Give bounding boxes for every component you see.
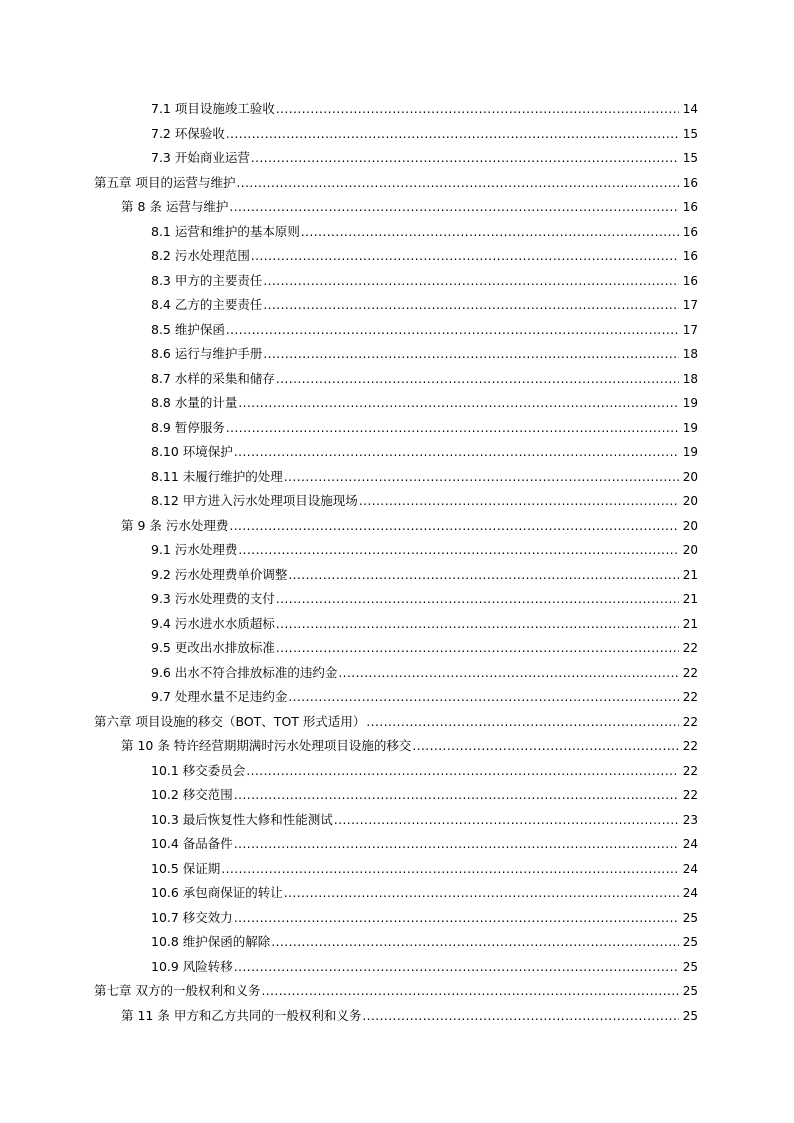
toc-page-number: 22 [682, 641, 698, 656]
toc-section-entry[interactable] [0, 122, 794, 147]
toc-page-number: 21 [682, 567, 698, 582]
toc-entry-title: 10.1 移交委员会 [151, 762, 246, 778]
toc-page-number: 21 [682, 616, 698, 631]
toc-section-entry[interactable] [0, 832, 794, 857]
toc-entry-title: 8.10 环境保护 [151, 444, 233, 459]
toc-dot-leader [284, 887, 679, 899]
toc-dot-leader [359, 495, 679, 507]
toc-entry-title: 8.9 暂停服务 [151, 419, 225, 435]
toc-section-entry[interactable] [0, 587, 794, 612]
toc-dot-leader [234, 838, 679, 850]
toc-dot-leader [301, 226, 679, 238]
toc-entry-title: 9.3 污水处理费的支付 [151, 591, 275, 606]
toc-page-number: 23 [682, 812, 698, 827]
toc-page-number: 20 [682, 518, 698, 533]
toc-page-number: 25 [682, 910, 698, 925]
toc-entry-title: 9.2 污水处理费单价调整 [151, 566, 288, 582]
toc-dot-leader [226, 128, 679, 140]
toc-entry-title: 9.4 污水进水水质超标 [151, 615, 275, 631]
toc-section-entry[interactable] [0, 612, 794, 637]
toc-entry-title: 8.8 水量的计量 [151, 395, 238, 410]
toc-entry-title: 10.9 风险转移 [151, 958, 233, 974]
toc-dot-leader [284, 471, 679, 483]
toc-page-number: 14 [682, 102, 698, 117]
toc-entry-title: 10.4 备品备件 [151, 836, 233, 851]
toc-entry-title: 9.5 更改出水排放标准 [151, 640, 275, 655]
toc-dot-leader [229, 201, 679, 213]
toc-dot-leader [271, 936, 679, 948]
toc-entry-title: 第 10 条 特许经营期期满时污水处理项目设施的移交 [121, 738, 412, 753]
toc-page-number: 19 [682, 420, 698, 435]
toc-page-number: 16 [682, 175, 698, 190]
toc-dot-leader [251, 152, 679, 164]
toc-section-entry[interactable] [0, 685, 794, 710]
toc-dot-leader [334, 814, 679, 826]
toc-section-entry[interactable] [0, 808, 794, 833]
toc-article-entry[interactable] [0, 514, 794, 539]
toc-entry-title: 10.5 保证期 [151, 860, 221, 876]
toc-dot-leader [234, 961, 679, 973]
toc-entry-title: 9.6 出水不符合排放标准的违约金 [151, 664, 338, 680]
toc-dot-leader [234, 912, 679, 924]
toc-entry-title: 8.3 甲方的主要责任 [151, 272, 263, 288]
toc-section-entry[interactable] [0, 955, 794, 980]
toc-dot-leader [276, 642, 679, 654]
toc-section-entry[interactable] [0, 342, 794, 367]
toc-page-number: 17 [682, 322, 698, 337]
toc-page-number: 22 [682, 714, 698, 729]
toc-page-number: 25 [682, 959, 698, 974]
toc-page-number: 19 [682, 396, 698, 411]
toc-page-number: 25 [682, 984, 698, 999]
toc-dot-leader [276, 103, 679, 115]
toc-page-number: 20 [682, 494, 698, 509]
toc-page-number: 25 [682, 935, 698, 950]
toc-chapter-entry[interactable] [0, 979, 794, 1004]
toc-section-entry[interactable] [0, 146, 794, 171]
toc-page-number: 16 [682, 200, 698, 215]
toc-article-entry[interactable] [0, 734, 794, 759]
toc-entry-title: 7.2 环保验收 [151, 125, 225, 141]
toc-dot-leader [288, 569, 679, 581]
toc-dot-leader [238, 397, 679, 409]
toc-dot-leader [276, 618, 679, 630]
toc-section-entry[interactable] [0, 783, 794, 808]
toc-page-number: 18 [682, 347, 698, 362]
toc-section-entry[interactable] [0, 930, 794, 955]
toc-dot-leader [276, 593, 679, 605]
toc-page-number: 24 [682, 861, 698, 876]
toc-dot-leader [251, 250, 679, 262]
toc-page-number: 16 [682, 249, 698, 264]
toc-dot-leader [234, 789, 679, 801]
toc-dot-leader [288, 691, 679, 703]
toc-dot-leader [246, 765, 679, 777]
toc-section-entry[interactable] [0, 220, 794, 245]
toc-section-entry[interactable] [0, 367, 794, 392]
toc-section-entry[interactable] [0, 538, 794, 563]
toc-section-entry[interactable] [0, 857, 794, 882]
toc-entry-title: 第 11 条 甲方和乙方共同的一般权利和义务 [121, 1007, 362, 1023]
toc-section-entry[interactable] [0, 489, 794, 514]
toc-dot-leader [276, 373, 679, 385]
toc-page-number: 22 [682, 665, 698, 680]
toc-dot-leader [226, 324, 679, 336]
toc-dot-leader [412, 740, 679, 752]
toc-section-entry[interactable] [0, 636, 794, 661]
toc-page-number: 19 [682, 445, 698, 460]
toc-entry-title: 10.7 移交效力 [151, 909, 233, 925]
toc-dot-leader [362, 1010, 679, 1022]
toc-section-entry[interactable] [0, 269, 794, 294]
toc-page-number: 15 [682, 151, 698, 166]
toc-section-entry[interactable] [0, 661, 794, 686]
toc-section-entry[interactable] [0, 416, 794, 441]
toc-dot-leader [238, 544, 679, 556]
toc-page-number: 24 [682, 886, 698, 901]
toc-dot-leader [229, 520, 679, 532]
toc-section-entry[interactable] [0, 391, 794, 416]
toc-entry-title: 第七章 双方的一般权利和义务 [94, 983, 261, 998]
toc-entry-title: 第 8 条 运营与维护 [121, 199, 229, 214]
toc-dot-leader [263, 299, 679, 311]
toc-dot-leader [338, 667, 679, 679]
toc-dot-leader [261, 985, 679, 997]
toc-entry-title: 10.6 承包商保证的转让 [151, 885, 283, 900]
toc-page-number: 22 [682, 739, 698, 754]
toc-entry-title: 9.7 处理水量不足违约金 [151, 689, 288, 704]
toc-section-entry[interactable] [0, 881, 794, 906]
toc-entry-title: 7.1 项目设施竣工验收 [151, 101, 275, 116]
toc-page-number: 21 [682, 592, 698, 607]
toc-entry-title: 8.12 甲方进入污水处理项目设施现场 [151, 493, 358, 508]
toc-dot-leader [234, 446, 679, 458]
toc-entry-title: 9.1 污水处理费 [151, 542, 238, 557]
toc-section-entry[interactable] [0, 318, 794, 343]
toc-entry-title: 8.2 污水处理范围 [151, 248, 250, 263]
toc-section-entry[interactable] [0, 244, 794, 269]
toc-page-number: 22 [682, 690, 698, 705]
toc-page-number: 24 [682, 837, 698, 852]
toc-entry-title: 8.1 运营和维护的基本原则 [151, 223, 300, 239]
toc-page-number: 22 [682, 763, 698, 778]
toc-section-entry[interactable] [0, 440, 794, 465]
toc-chapter-entry[interactable] [0, 171, 794, 196]
toc-page-number: 17 [682, 298, 698, 313]
toc-article-entry[interactable] [0, 195, 794, 220]
toc-entry-title: 10.2 移交范围 [151, 787, 233, 802]
toc-dot-leader [226, 422, 679, 434]
toc-section-entry[interactable] [0, 97, 794, 122]
toc-entry-title: 第六章 项目设施的移交（BOT、TOT 形式适用） [94, 713, 366, 729]
toc-page-number: 20 [682, 543, 698, 558]
toc-entry-title: 第 9 条 污水处理费 [121, 517, 229, 533]
toc-section-entry[interactable] [0, 293, 794, 318]
table-of-contents [0, 97, 794, 1028]
toc-page-number: 18 [682, 371, 698, 386]
toc-section-entry[interactable] [0, 906, 794, 931]
toc-entry-title: 8.4 乙方的主要责任 [151, 297, 263, 312]
toc-dot-leader [263, 348, 679, 360]
toc-chapter-entry[interactable] [0, 710, 794, 735]
toc-page-number: 16 [682, 273, 698, 288]
toc-article-entry[interactable] [0, 1004, 794, 1029]
toc-page-number: 20 [682, 469, 698, 484]
toc-page-number: 22 [682, 788, 698, 803]
toc-section-entry[interactable] [0, 759, 794, 784]
toc-dot-leader [263, 275, 679, 287]
toc-entry-title: 8.5 维护保函 [151, 321, 225, 337]
toc-entry-title: 8.11 未履行维护的处理 [151, 468, 283, 484]
toc-page-number: 15 [682, 126, 698, 141]
toc-entry-title: 第五章 项目的运营与维护 [94, 174, 236, 190]
toc-dot-leader [366, 716, 679, 728]
toc-entry-title: 10.8 维护保函的解除 [151, 934, 271, 949]
toc-dot-leader [221, 863, 679, 875]
toc-entry-title: 8.6 运行与维护手册 [151, 346, 263, 361]
toc-entry-title: 8.7 水样的采集和储存 [151, 370, 275, 386]
toc-page-number: 16 [682, 224, 698, 239]
toc-dot-leader [236, 177, 679, 189]
toc-section-entry[interactable] [0, 465, 794, 490]
toc-page-number: 25 [682, 1008, 698, 1023]
toc-section-entry[interactable] [0, 563, 794, 588]
toc-entry-title: 7.3 开始商业运营 [151, 150, 250, 165]
toc-entry-title: 10.3 最后恢复性大修和性能测试 [151, 811, 333, 827]
